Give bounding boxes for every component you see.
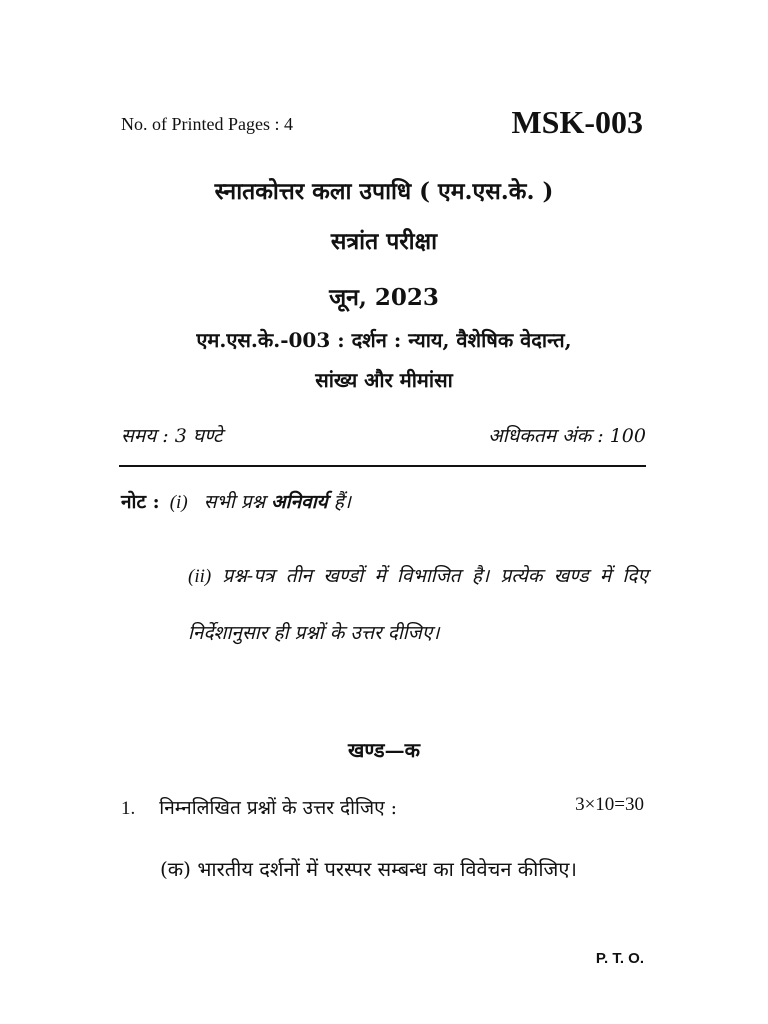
question-1-part-a-text: भारतीय दर्शनों में परस्पर सम्बन्ध का विवेचन कीजिए। [197, 857, 577, 881]
section-title: खण्ड—क [348, 738, 420, 762]
course-title-line2: सांख्य और मीमांसा [315, 368, 453, 392]
note-item-2-text: प्रश्न-पत्र तीन खण्डों में विभाजित है। प्रत्येक खण्ड में दिए निर्देशानुसार ही प्रश्नों के उत्तर दीजिए। [188, 565, 648, 644]
page-turn-indicator: P. T. O. [595, 950, 644, 967]
printed-pages-count: No. of Printed Pages : 4 [121, 114, 293, 134]
degree-title: स्नातकोत्तर कला उपाधि ( एम.एस.के. ) [214, 178, 554, 205]
note-item-2 [188, 548, 648, 662]
max-marks: अधिकतम अंक : 100 [488, 425, 646, 447]
question-1-part-a [160, 846, 648, 892]
question-1-number: 1. [121, 798, 136, 819]
question-1-text: निम्नलिखित प्रश्नों के उत्तर दीजिए : [159, 797, 398, 819]
note-item-1-text-post: हैं। [333, 491, 351, 513]
note-item-1-number: (i) [169, 492, 188, 513]
header-divider [119, 465, 646, 467]
exam-session: जून, 2023 [329, 284, 439, 311]
question-1-part-a-label: (क) [160, 857, 191, 881]
note-item-1-text-pre: सभी प्रश्न [203, 491, 266, 513]
course-title-line1: एम.एस.के.-003 : दर्शन : न्याय, वैशेषिक वेदान्त, [196, 328, 572, 352]
question-1-marks: 3×10=30 [575, 794, 644, 815]
note-label: नोट : [121, 491, 160, 513]
paper-code: MSK-003 [511, 104, 643, 140]
exam-duration: समय : 3 घण्टे [121, 425, 223, 447]
note-item-2-number: (ii) [188, 566, 212, 587]
question-1 [121, 794, 397, 820]
note-item-1-emphasis: अनिवार्य [271, 491, 328, 513]
exam-type: सत्रांत परीक्षा [330, 228, 438, 255]
note-item-1 [121, 488, 351, 514]
